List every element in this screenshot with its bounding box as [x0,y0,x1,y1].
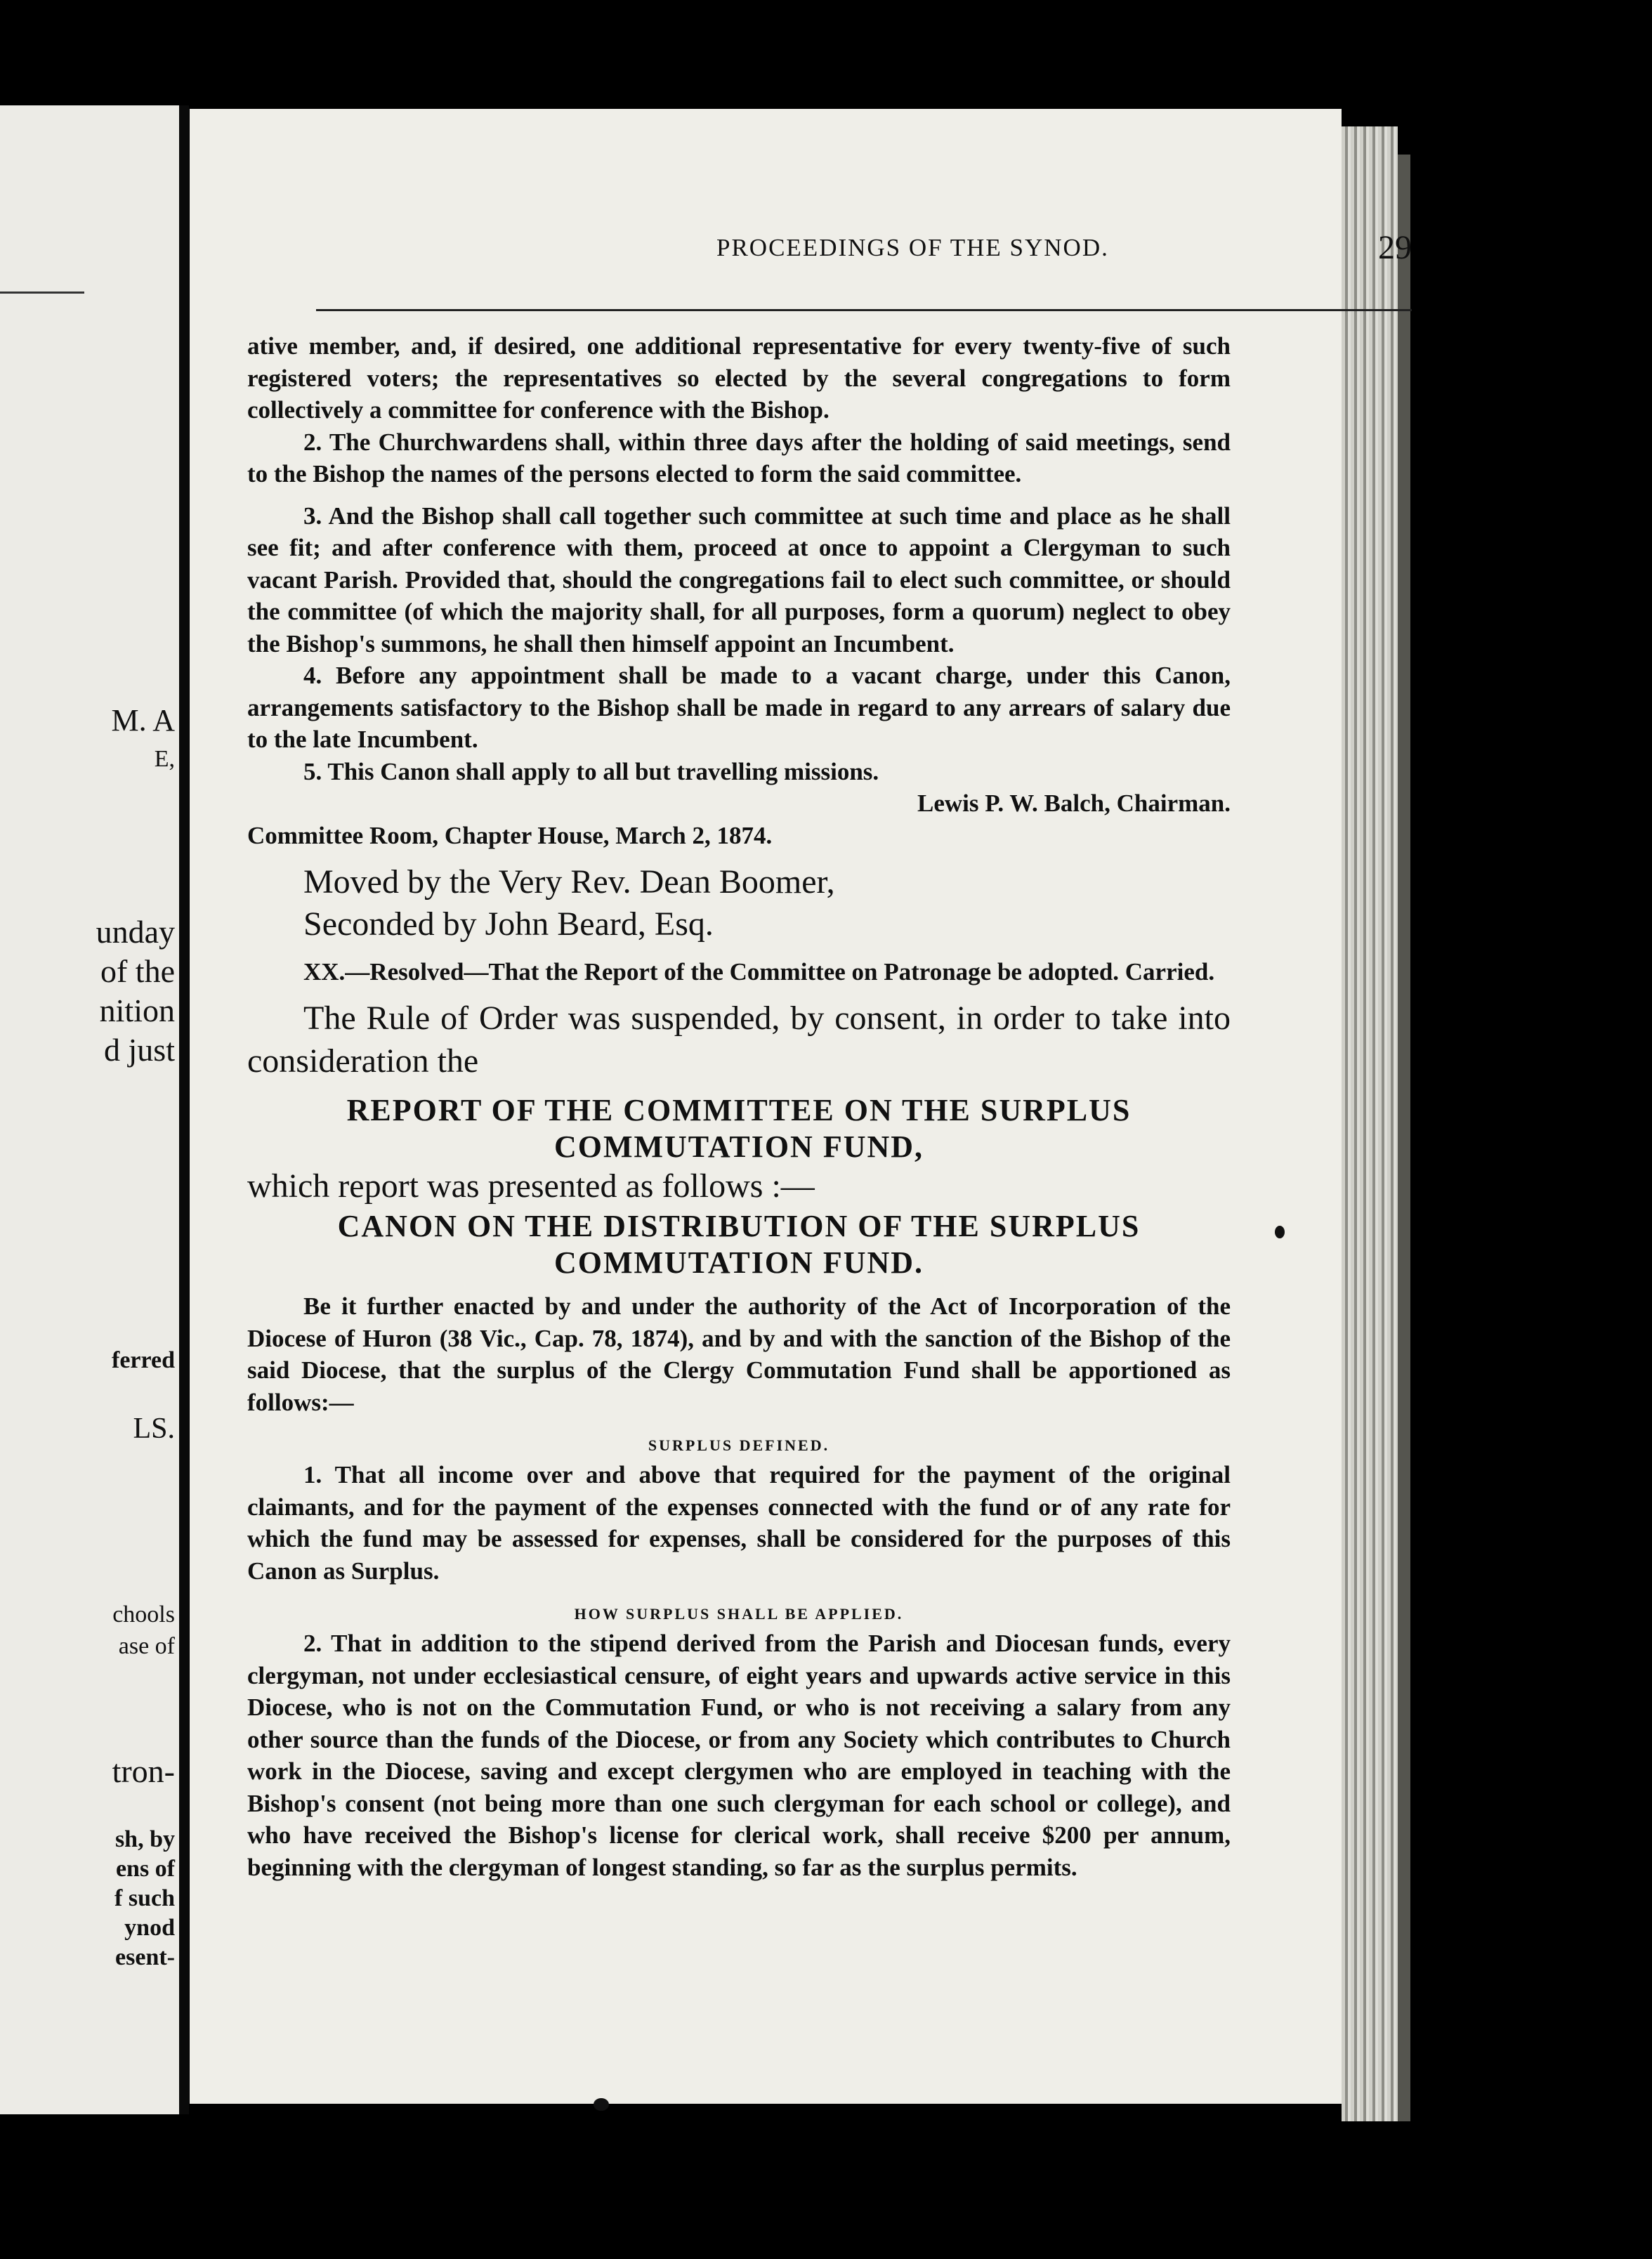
section-1: 1. That all income over and above that required for the payment of the original claimants, and for the payment of the expenses connected with the fund or of any rate for which the fund may be assessed for expenses, shall be considered for the purposes of this Canon as Surplus. [247,1461,1231,1585]
left-fragment: sh, by [114,1826,175,1852]
left-fragment: ferred [112,1347,175,1373]
left-fragment: unday [96,914,175,950]
header-title: PROCEEDINGS OF THE SYNOD. [716,234,1109,261]
left-fragment: ase of [118,1633,175,1659]
left-page-rule [0,292,84,294]
paragraph-continuation: ative member, and, if desired, one additional representative for every twenty-five of such registered voters; the representatives so elected by the several congregations to form collectively a committee for conference with the Bishop. [247,332,1231,424]
right-page [190,109,1412,2104]
clause-2: 2. The Churchwardens shall, within three days after the holding of said meetings, send to the Bishop the names of the persons elected to form the said committee. [247,428,1231,487]
seconded-by: Seconded by John Beard, Esq. [303,905,714,943]
place-date: Committee Room, Chapter House, March 2, 1874. [247,821,773,849]
chairman-signature: Lewis P. W. Balch, Chairman. [917,790,1231,817]
page-number: 29 [1378,229,1412,266]
moved-by: Moved by the Very Rev. Dean Boomer, [303,863,835,901]
page-edges [1342,126,1398,2121]
rule-of-order: The Rule of Order was suspended, by consent, in order to take into consideration the [247,1000,1231,1080]
page-edges-shadow [1398,155,1410,2121]
left-page [0,105,179,2114]
left-fragment: of the [100,953,175,989]
left-fragment: f such [114,1885,175,1911]
report-heading: REPORT OF THE COMMITTEE ON THE SURPLUS COMMUTATION FUND, [346,1093,1132,1165]
ink-speck [1275,1226,1285,1238]
left-fragment: ynod [124,1915,175,1941]
left-fragment: E, [154,746,175,772]
left-fragment: esent- [115,1944,175,1970]
book-gutter [179,105,189,2114]
header-rule [316,309,1412,311]
presented-line: which report was presented as follows :— [247,1167,815,1205]
left-fragment: M. A [111,703,175,738]
section-2: 2. That in addition to the stipend derived from the Parish and Diocesan funds, every clergyman, not under ecclesiastical censure, of eight years and upwards active service in this Diocese, who is not on the Commutation Fund, or who is not receiving a salary from any other source than the funds of the Diocese, or from any Society which contributes to Church work in the Diocese, saving and except clergymen who are employed in teaching with the Bishop's consent (not being more than one such clergyman for each school or college), and who have received the Bishop's license for clerical work, shall receive $200 per annum, beginning with the clergyman of longest standing, so far as the surplus permits. [247,1630,1231,1881]
left-fragment: LS. [133,1413,175,1445]
left-fragment: d just [104,1032,175,1068]
enactment: Be it further enacted by and under the authority of the Act of Incorporation of the Diocese of Huron (38 Vic., Cap. 78, 1874), and by and with the sanction of the Bishop of the said Diocese, that the surplus of the Clergy Commutation Fund shall be apportioned as follows:— [247,1292,1231,1416]
resolution: XX.—Resolved—That the Report of the Committee on Patronage be adopted. Carried. [303,957,1215,986]
left-fragment: nition [99,993,175,1028]
page-body [247,330,1231,1883]
subheading-surplus-defined: SURPLUS DEFINED. [648,1436,830,1455]
ink-speck [594,2098,609,2111]
subheading-how-applied: HOW SURPLUS SHALL BE APPLIED. [574,1605,904,1623]
clause-3: 3. And the Bishop shall call together such committee at such time and place as he shall see fit; and after conference with them, proceed at once to appoint a Clergyman to such vacant Parish. Provided that, should the congregations fail to elect such committee, or should the committee (of which the majority shall, for all purposes, form a quorum) neglect to obey the Bishop's summons, he shall then himself appoint an Incumbent. [247,502,1231,657]
running-header [316,228,1412,270]
left-fragment: chools [112,1602,175,1628]
canon-heading: CANON ON THE DISTRIBUTION OF THE SURPLUS COMMUTATION FUND. [337,1208,1141,1280]
left-fragment: ens of [115,1856,175,1882]
clause-5: 5. This Canon shall apply to all but travelling missions. [303,757,879,785]
clause-4: 4. Before any appointment shall be made to a vacant charge, under this Canon, arrangements satisfactory to the Bishop shall be made in regard to any arrears of salary due to the late Incumbent. [247,662,1231,753]
left-fragment: tron- [112,1753,175,1789]
